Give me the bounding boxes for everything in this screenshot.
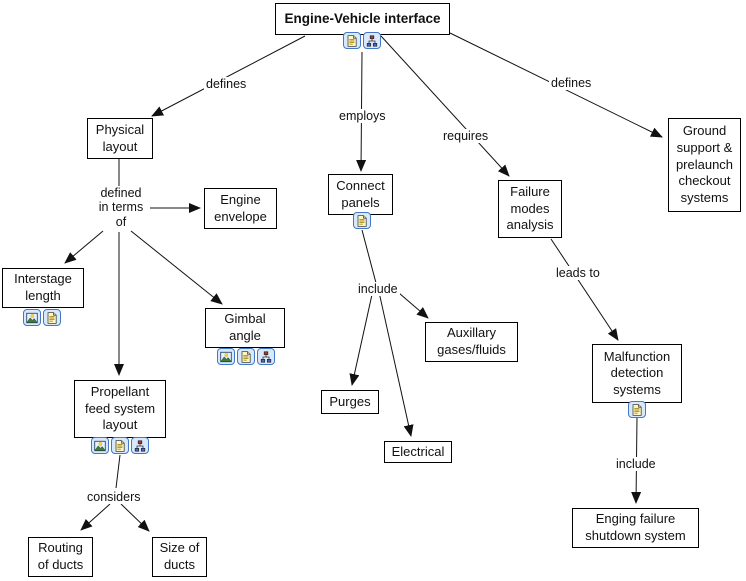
node-physical-layout[interactable]: Physical layout (87, 118, 153, 159)
image-icon[interactable] (217, 348, 235, 365)
node-malfunction-detection-systems[interactable]: Malfunction detection systems (592, 344, 682, 403)
image-icon[interactable] (91, 437, 109, 454)
node-electrical[interactable]: Electrical (384, 441, 452, 463)
resource-icons-propellant-feed (91, 437, 149, 454)
link-label-defines[interactable]: defines (206, 77, 247, 91)
document-icon[interactable] (343, 32, 361, 49)
link-label-include[interactable]: include (358, 282, 398, 296)
node-interstage-length[interactable]: Interstage length (2, 268, 84, 308)
resource-icons-malfunction-detection (628, 401, 646, 418)
node-purges[interactable]: Purges (321, 390, 379, 414)
link-label-leads-to[interactable]: leads to (556, 266, 600, 280)
node-gimbal-angle[interactable]: Gimbal angle (205, 308, 285, 348)
image-icon[interactable] (23, 309, 41, 326)
document-icon[interactable] (111, 437, 129, 454)
node-connect-panels[interactable]: Connect panels (328, 174, 393, 215)
node-ground-support-prelaunch-checkout[interactable]: Ground support & prelaunch checkout systems (668, 118, 741, 212)
resource-icons-gimbal-angle (217, 348, 275, 365)
node-auxillary-gases-fluids[interactable]: Auxillary gases/fluids (425, 322, 518, 362)
document-icon[interactable] (43, 309, 61, 326)
document-icon[interactable] (237, 348, 255, 365)
resource-icons-engine-vehicle-interface (343, 32, 381, 49)
link-label-defines[interactable]: defines (551, 76, 592, 90)
node-size-of-ducts[interactable]: Size of ducts (152, 537, 207, 577)
hierarchy-icon[interactable] (257, 348, 275, 365)
hierarchy-icon[interactable] (363, 32, 381, 49)
hierarchy-icon[interactable] (131, 437, 149, 454)
link-label-defined-in-terms-of[interactable]: defined in terms of (92, 186, 150, 229)
link-label-requires[interactable]: requires (443, 129, 489, 143)
link-label-employs[interactable]: employs (339, 109, 386, 123)
document-icon[interactable] (353, 212, 371, 229)
resource-icons-interstage-length (23, 309, 61, 326)
node-failure-modes-analysis[interactable]: Failure modes analysis (498, 180, 562, 238)
resource-icons-connect-panels (353, 212, 371, 229)
node-engine-envelope[interactable]: Engine envelope (204, 188, 277, 229)
node-engine-vehicle-interface[interactable]: Engine-Vehicle interface (275, 3, 450, 35)
document-icon[interactable] (628, 401, 646, 418)
node-enging-failure-shutdown-system[interactable]: Enging failure shutdown system (572, 508, 699, 548)
node-routing-of-ducts[interactable]: Routing of ducts (28, 537, 93, 577)
link-label-include[interactable]: include (616, 457, 656, 471)
node-propellant-feed-system-layout[interactable]: Propellant feed system layout (74, 380, 166, 438)
link-label-considers[interactable]: considers (87, 490, 141, 504)
